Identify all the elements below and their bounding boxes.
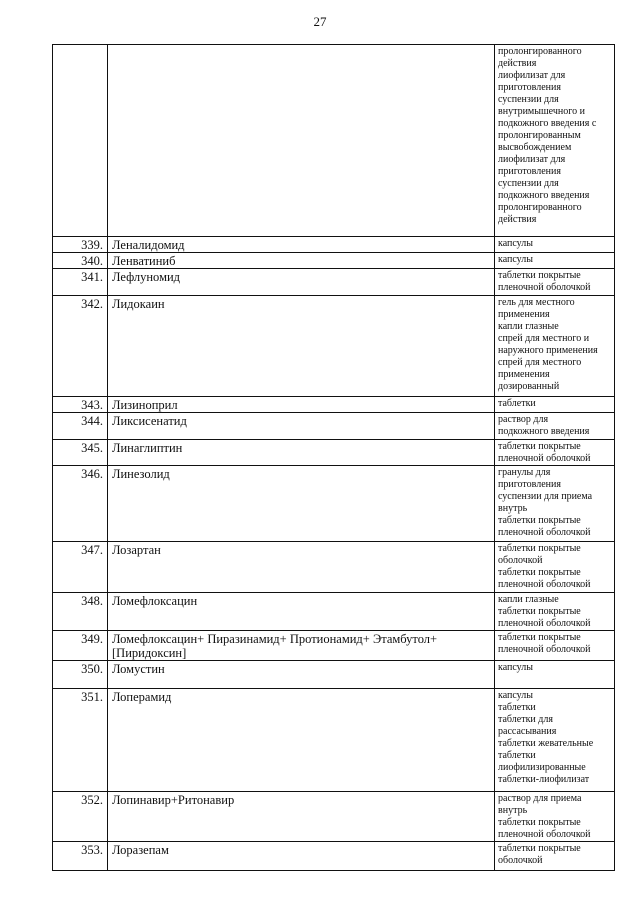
- table-row: [53, 593, 615, 631]
- drug-name-line: Лозартан: [112, 543, 161, 557]
- dosage-form-line: действия: [498, 214, 537, 225]
- dosage-form-line: спрей для местного: [498, 357, 582, 368]
- table-row: [53, 269, 615, 296]
- dosage-form-line: оболочкой: [498, 555, 543, 566]
- row-number: [53, 45, 108, 237]
- row-number: 352.: [53, 792, 108, 842]
- dosage-form-line: спрей для местного и: [498, 333, 590, 344]
- dosage-form-line: капсулы: [498, 238, 533, 249]
- dosage-form-line: таблетки покрытые: [498, 515, 581, 526]
- drug-name-line: Линаглиптин: [112, 441, 183, 455]
- dosage-form-line: действия: [498, 58, 537, 69]
- drug-name: [108, 593, 495, 631]
- table-row: [53, 440, 615, 466]
- drug-name-line: Ленватиниб: [112, 254, 176, 268]
- row-number: 351.: [53, 689, 108, 792]
- drug-name: [108, 542, 495, 593]
- dosage-forms: [495, 689, 615, 792]
- table-row: [53, 413, 615, 440]
- dosage-form-line: таблетки покрытые: [498, 543, 581, 554]
- dosage-form-line: капсулы: [498, 662, 533, 673]
- dosage-form-line: подкожного введения: [498, 190, 590, 201]
- dosage-form-line: наружного применения: [498, 345, 598, 356]
- dosage-form-line: пленочной оболочкой: [498, 579, 591, 590]
- drug-table-body: [53, 45, 615, 871]
- drug-name: [108, 842, 495, 871]
- row-number: 347.: [53, 542, 108, 593]
- dosage-form-line: таблетки покрытые: [498, 270, 581, 281]
- dosage-form-line: капсулы: [498, 690, 533, 701]
- drug-name: [108, 661, 495, 689]
- dosage-form-line: капсулы: [498, 254, 533, 265]
- dosage-form-line: внутримышечного и: [498, 106, 585, 117]
- dosage-form-line: таблетки покрытые: [498, 632, 581, 643]
- dosage-form-line: приготовления: [498, 166, 561, 177]
- dosage-form-line: пленочной оболочкой: [498, 618, 591, 629]
- dosage-forms: [495, 237, 615, 253]
- dosage-form-line: лиофилизированные: [498, 762, 586, 773]
- table-row: [53, 689, 615, 792]
- dosage-form-line: таблетки жевательные: [498, 738, 594, 749]
- dosage-form-line: таблетки: [498, 750, 536, 761]
- dosage-forms: [495, 542, 615, 593]
- dosage-forms: [495, 413, 615, 440]
- table-row: [53, 397, 615, 413]
- dosage-form-line: внутрь: [498, 805, 528, 816]
- dosage-form-line: таблетки для: [498, 714, 553, 725]
- table-row: [53, 296, 615, 397]
- dosage-forms: [495, 466, 615, 542]
- table-row: [53, 45, 615, 237]
- table-row: [53, 542, 615, 593]
- dosage-form-line: подкожного введения: [498, 426, 590, 437]
- dosage-form-line: лиофилизат для: [498, 154, 566, 165]
- drug-name-line: Лопинавир+Ритонавир: [112, 793, 235, 807]
- row-number: 348.: [53, 593, 108, 631]
- row-number: 343.: [53, 397, 108, 413]
- dosage-form-line: гель для местного: [498, 297, 575, 308]
- page-number: 27: [313, 14, 327, 29]
- dosage-form-line: суспензии для приема: [498, 491, 593, 502]
- drug-name: [108, 792, 495, 842]
- dosage-form-line: оболочкой: [498, 855, 543, 866]
- table-row: [53, 237, 615, 253]
- dosage-form-line: дозированный: [498, 381, 560, 392]
- drug-name-line: Лоразепам: [112, 843, 169, 857]
- dosage-form-line: таблетки покрытые: [498, 817, 581, 828]
- dosage-form-line: пленочной оболочкой: [498, 829, 591, 840]
- drug-name-line: [Пиридоксин]: [112, 646, 187, 660]
- dosage-forms: [495, 45, 615, 237]
- drug-name: [108, 466, 495, 542]
- drug-name: [108, 269, 495, 296]
- drug-name: [108, 237, 495, 253]
- dosage-form-line: гранулы для: [498, 467, 551, 478]
- dosage-form-line: таблетки-лиофилизат: [498, 774, 590, 785]
- dosage-form-line: таблетки покрытые: [498, 606, 581, 617]
- row-number: 346.: [53, 466, 108, 542]
- drug-name-line: Ликсисенатид: [112, 414, 187, 428]
- table-row: [53, 253, 615, 269]
- row-number: 340.: [53, 253, 108, 269]
- row-number: 344.: [53, 413, 108, 440]
- dosage-form-line: пролонгированным: [498, 130, 581, 141]
- drug-name-line: Лидокаин: [112, 297, 165, 311]
- dosage-forms: [495, 440, 615, 466]
- drug-name: [108, 413, 495, 440]
- dosage-form-line: подкожного введения с: [498, 118, 597, 129]
- dosage-forms: [495, 397, 615, 413]
- dosage-form-line: таблетки покрытые: [498, 843, 581, 854]
- dosage-forms: [495, 593, 615, 631]
- drug-name-line: Леналидомид: [112, 238, 185, 252]
- dosage-form-line: внутрь: [498, 503, 528, 514]
- dosage-forms: [495, 661, 615, 689]
- drug-table: [52, 44, 615, 871]
- dosage-form-line: высвобождением: [498, 142, 572, 153]
- drug-name: [108, 397, 495, 413]
- drug-name-line: Ломефлоксацин+ Пиразинамид+ Протионамид+ Этамбутол+: [112, 632, 438, 646]
- table-row: [53, 631, 615, 661]
- dosage-form-line: пленочной оболочкой: [498, 644, 591, 655]
- dosage-form-line: таблетки покрытые: [498, 441, 581, 452]
- dosage-form-line: пролонгированного: [498, 202, 582, 213]
- row-number: 350.: [53, 661, 108, 689]
- dosage-form-line: пролонгированного: [498, 46, 582, 57]
- drug-name-line: Ломефлоксацин: [112, 594, 198, 608]
- dosage-form-line: применения: [498, 309, 550, 320]
- dosage-form-line: раствор для приема: [498, 793, 582, 804]
- drug-name-line: Ломустин: [112, 662, 165, 676]
- dosage-form-line: приготовления: [498, 479, 561, 490]
- dosage-form-line: лиофилизат для: [498, 70, 566, 81]
- drug-name: [108, 296, 495, 397]
- table-row: [53, 842, 615, 871]
- row-number: 353.: [53, 842, 108, 871]
- row-number: 339.: [53, 237, 108, 253]
- row-number: 345.: [53, 440, 108, 466]
- dosage-forms: [495, 842, 615, 871]
- dosage-forms: [495, 253, 615, 269]
- table-row: [53, 661, 615, 689]
- dosage-form-line: пленочной оболочкой: [498, 527, 591, 538]
- drug-name: [108, 631, 495, 661]
- dosage-form-line: суспензии для: [498, 178, 559, 189]
- dosage-form-line: раствор для: [498, 414, 549, 425]
- dosage-form-line: применения: [498, 369, 550, 380]
- drug-name: [108, 689, 495, 792]
- drug-name-line: Лизиноприл: [112, 398, 178, 412]
- dosage-form-line: капли глазные: [498, 321, 559, 332]
- dosage-form-line: приготовления: [498, 82, 561, 93]
- dosage-form-line: суспензии для: [498, 94, 559, 105]
- table-row: [53, 792, 615, 842]
- dosage-form-line: пленочной оболочкой: [498, 282, 591, 293]
- row-number: 349.: [53, 631, 108, 661]
- drug-name: [108, 253, 495, 269]
- dosage-forms: [495, 269, 615, 296]
- dosage-form-line: капли глазные: [498, 594, 559, 605]
- dosage-forms: [495, 296, 615, 397]
- drug-name-line: Лефлуномид: [112, 270, 181, 284]
- dosage-forms: [495, 792, 615, 842]
- dosage-form-line: таблетки: [498, 398, 536, 409]
- drug-name-line: Линезолид: [112, 467, 170, 481]
- row-number: 342.: [53, 296, 108, 397]
- drug-name: [108, 440, 495, 466]
- dosage-form-line: пленочной оболочкой: [498, 453, 591, 464]
- dosage-form-line: таблетки покрытые: [498, 567, 581, 578]
- dosage-forms: [495, 631, 615, 661]
- dosage-form-line: рассасывания: [498, 726, 557, 737]
- row-number: 341.: [53, 269, 108, 296]
- dosage-form-line: таблетки: [498, 702, 536, 713]
- drug-name-line: Лоперамид: [112, 690, 172, 704]
- table-row: [53, 466, 615, 542]
- drug-name: [108, 45, 495, 237]
